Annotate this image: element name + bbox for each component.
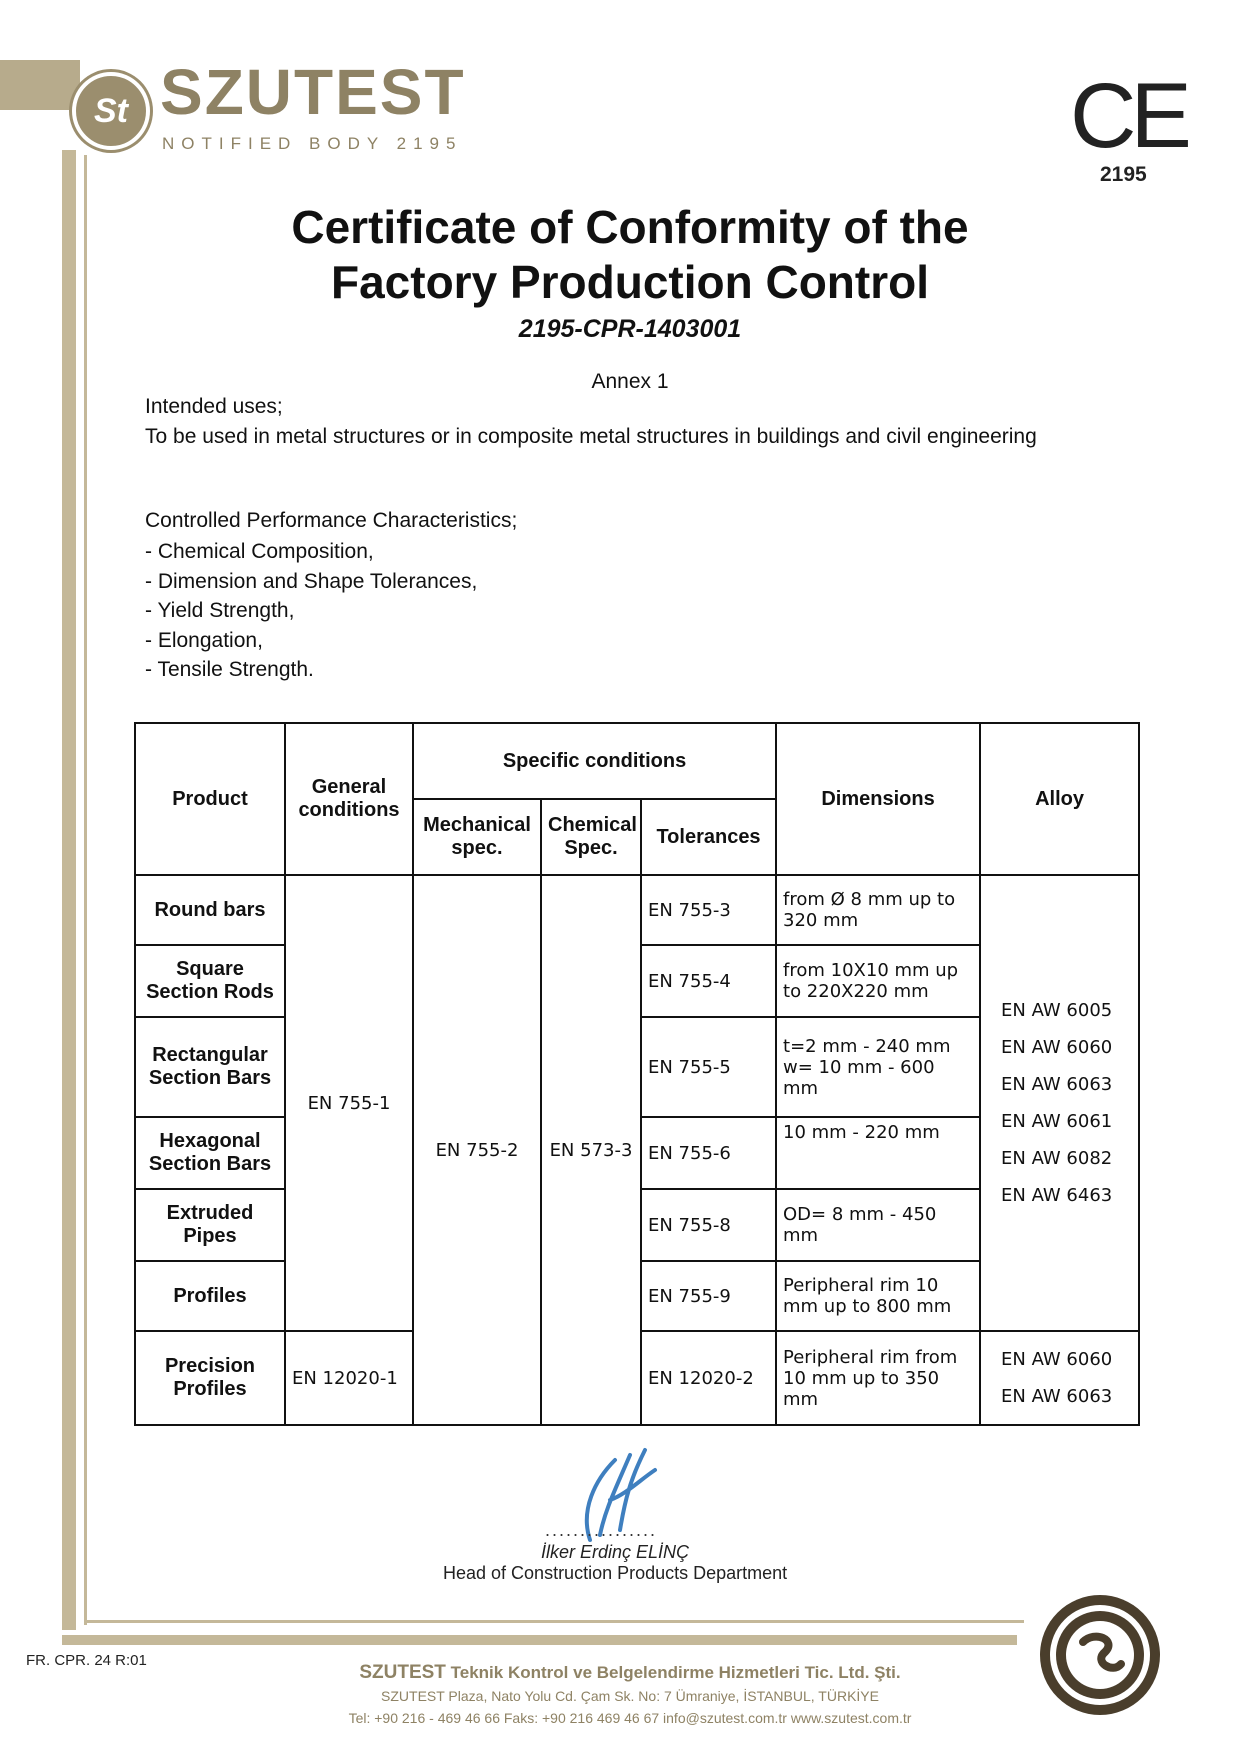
product-cell: Extruded Pipes: [135, 1189, 285, 1261]
list-item: - Dimension and Shape Tolerances,: [145, 569, 478, 593]
dimension-cell: Peripheral rim from 10 mm up to 350 mm: [776, 1331, 980, 1425]
alloy-cell: [980, 1331, 1139, 1425]
signatory-name: İlker Erdinç ELİNÇ: [541, 1542, 690, 1562]
footer-company-rest: Teknik Kontrol ve Belgelendirme Hizmetleri Tic. Ltd. Şti.: [445, 1663, 901, 1682]
frame-top-band: [0, 60, 80, 110]
alloy-item: EN AW 6061: [1001, 1111, 1113, 1132]
title-line-2: Factory Production Control: [331, 256, 929, 308]
frame-left-inner-line: [84, 155, 87, 1625]
product-cell: Profiles: [135, 1261, 285, 1331]
tolerance-cell: EN 755-3: [641, 875, 776, 945]
certificate-title: [140, 200, 1120, 310]
product-table: [134, 722, 1140, 1426]
alloy-item: EN AW 6063: [1001, 1074, 1113, 1095]
ce-number: 2195: [1100, 163, 1147, 186]
list-item: - Yield Strength,: [145, 599, 295, 622]
header-general-conditions: General conditions: [285, 723, 413, 875]
header-specific-conditions: Specific conditions: [413, 723, 776, 799]
certificate-number: 2195-CPR-1403001: [518, 315, 742, 343]
list-item: - Chemical Composition,: [145, 540, 374, 563]
product-cell: Rectangular Section Bars: [135, 1017, 285, 1117]
dimension-cell: t=2 mm - 240 mm w= 10 mm - 600 mm: [776, 1017, 980, 1117]
dimension-cell: OD= 8 mm - 450 mm: [776, 1189, 980, 1261]
logo-wordmark: SZUTEST: [160, 56, 466, 128]
product-cell: Round bars: [135, 875, 285, 945]
footer-address: SZUTEST Plaza, Nato Yolu Cd. Çam Sk. No: 7 Ümraniye, İSTANBUL, TÜRKİYE: [381, 1688, 879, 1704]
header-alloy: Alloy: [980, 723, 1139, 875]
header-chemical-spec: Chemical Spec.: [541, 799, 641, 875]
logo-mark: St: [94, 91, 128, 130]
footer-contact: Tel: +90 216 - 469 46 66 Faks: +90 216 469 46 67 info@szutest.com.tr www.szutest.com.tr: [348, 1710, 912, 1726]
table-row: [135, 875, 1139, 945]
alloy-item: EN AW 6005: [1001, 1000, 1113, 1021]
characteristics-list: [145, 537, 477, 685]
alloy-cell: [980, 875, 1139, 1331]
notified-body-label: NOTIFIED BODY 2195: [162, 134, 463, 153]
footer-company: [140, 1662, 1120, 1684]
frame-bottom-inner-line: [84, 1620, 1024, 1623]
header-product: Product: [135, 723, 285, 875]
product-cell: Square Section Rods: [135, 945, 285, 1017]
tolerance-cell: EN 12020-2: [641, 1331, 776, 1425]
dimension-cell: from Ø 8 mm up to 320 mm: [776, 875, 980, 945]
dimension-cell: from 10X10 mm up to 220X220 mm: [776, 945, 980, 1017]
tolerance-cell: EN 755-8: [641, 1189, 776, 1261]
intended-uses-text: To be used in metal structures or in composite metal structures in buildings and civil engineering: [145, 425, 1037, 448]
mechanical-spec-cell: EN 755-2: [413, 875, 541, 1425]
ce-mark-icon: CE: [1070, 65, 1186, 167]
annex-label: Annex 1: [591, 370, 669, 393]
title-line-1: Certificate of Conformity of the: [291, 201, 969, 253]
signature-line: ................: [545, 1520, 658, 1540]
dimension-cell: Peripheral rim 10 mm up to 800 mm: [776, 1261, 980, 1331]
tolerance-cell: EN 755-6: [641, 1117, 776, 1189]
header-mechanical-spec: Mechanical spec.: [413, 799, 541, 875]
signatory-department: Head of Construction Products Department: [443, 1563, 788, 1583]
intended-uses-heading: Intended uses;: [145, 395, 283, 418]
szutest-logo-icon: [72, 72, 150, 150]
footer-company-bold: SZUTEST: [359, 1662, 446, 1683]
frame-left-border: [62, 150, 76, 1630]
general-conditions-cell: EN 755-1: [285, 875, 413, 1331]
tolerance-cell: EN 755-4: [641, 945, 776, 1017]
header-tolerances: Tolerances: [641, 799, 776, 875]
list-item: - Elongation,: [145, 628, 263, 652]
header-dimensions: Dimensions: [776, 723, 980, 875]
form-code: FR. CPR. 24 R:01: [26, 1652, 147, 1669]
tolerance-cell: EN 755-5: [641, 1017, 776, 1117]
alloy-item: EN AW 6082: [1001, 1148, 1113, 1169]
chemical-spec-cell: EN 573-3: [541, 875, 641, 1425]
list-item: - Tensile Strength.: [145, 658, 314, 681]
general-conditions-cell: EN 12020-1: [285, 1331, 413, 1425]
frame-bottom-border: [62, 1635, 1017, 1645]
product-cell: Hexagonal Section Bars: [135, 1117, 285, 1189]
product-cell: Precision Profiles: [135, 1331, 285, 1425]
dimension-cell: 10 mm - 220 mm: [776, 1117, 980, 1189]
alloy-item: EN AW 6060: [1001, 1349, 1113, 1370]
alloy-item: EN AW 6463: [1001, 1185, 1113, 1206]
alloy-item: EN AW 6063: [1001, 1386, 1113, 1407]
characteristics-heading: Controlled Performance Characteristics;: [145, 509, 518, 532]
alloy-item: EN AW 6060: [1001, 1037, 1113, 1058]
tolerance-cell: EN 755-9: [641, 1261, 776, 1331]
